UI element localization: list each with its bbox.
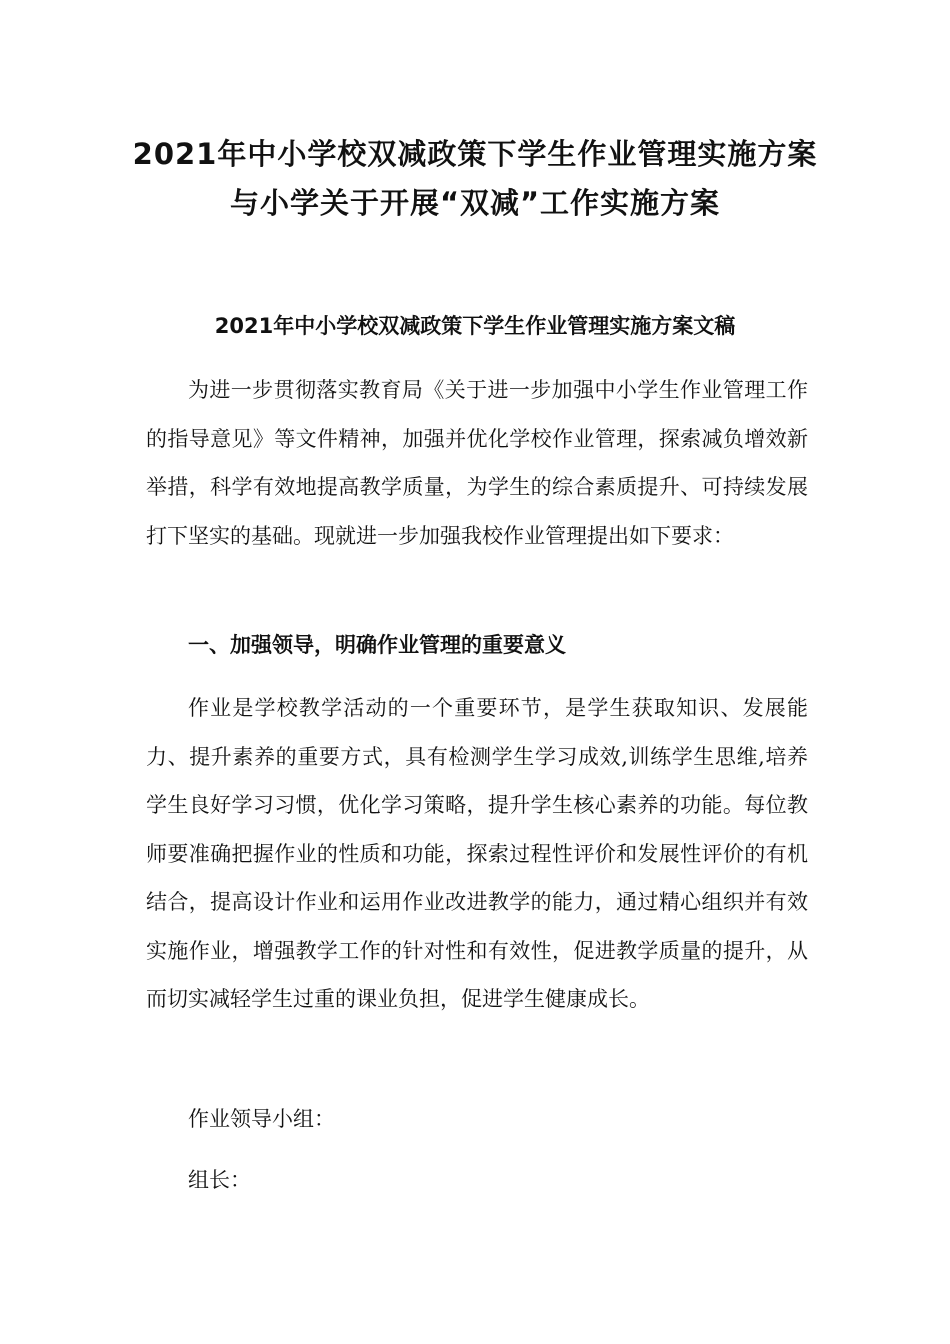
section-1-paragraph: 作业是学校教学活动的一个重要环节，是学生获取知识、发展能力、提升素养的重要方式，具有检测学生学习成效,训练学生思维,培养学生良好学习习惯，优化学习策略，提升学生核心素养的功能。每位教师要准确把握作业的性质和功能，探索过程性评价和发展性评价的有机结合，提高设计作业和运用作业改进教学的能力，通过精心组织并有效实施作业，增强教学工作的针对性和有效性，促进教学质量的提升，从而切实减轻学生过重的课业负担，促进学生健康成长。 [146,696,808,1011]
main-title-line-2: 与小学关于开展“双减”工作实施方案 [229,186,721,220]
leader-label: 组长： [188,1168,251,1192]
section-1-heading: 一、加强领导，明确作业管理的重要意义 [188,633,566,657]
intro-paragraph: 为进一步贯彻落实教育局《关于进一步加强中小学生作业管理工作的指导意见》等文件精神，加强并优化学校作业管理，探索减负增效新举措，科学有效地提高教学质量，为学生的综合素质提升、可持续发展打下坚实的基础。现就进一步加强我校作业管理提出如下要求： [146,378,808,548]
document-subtitle: 2021年中小学校双减政策下学生作业管理实施方案文稿 [214,314,736,338]
main-title-line-1: 2021年中小学校双减政策下学生作业管理实施方案 [132,137,818,171]
leader-group-label: 作业领导小组： [188,1107,335,1131]
